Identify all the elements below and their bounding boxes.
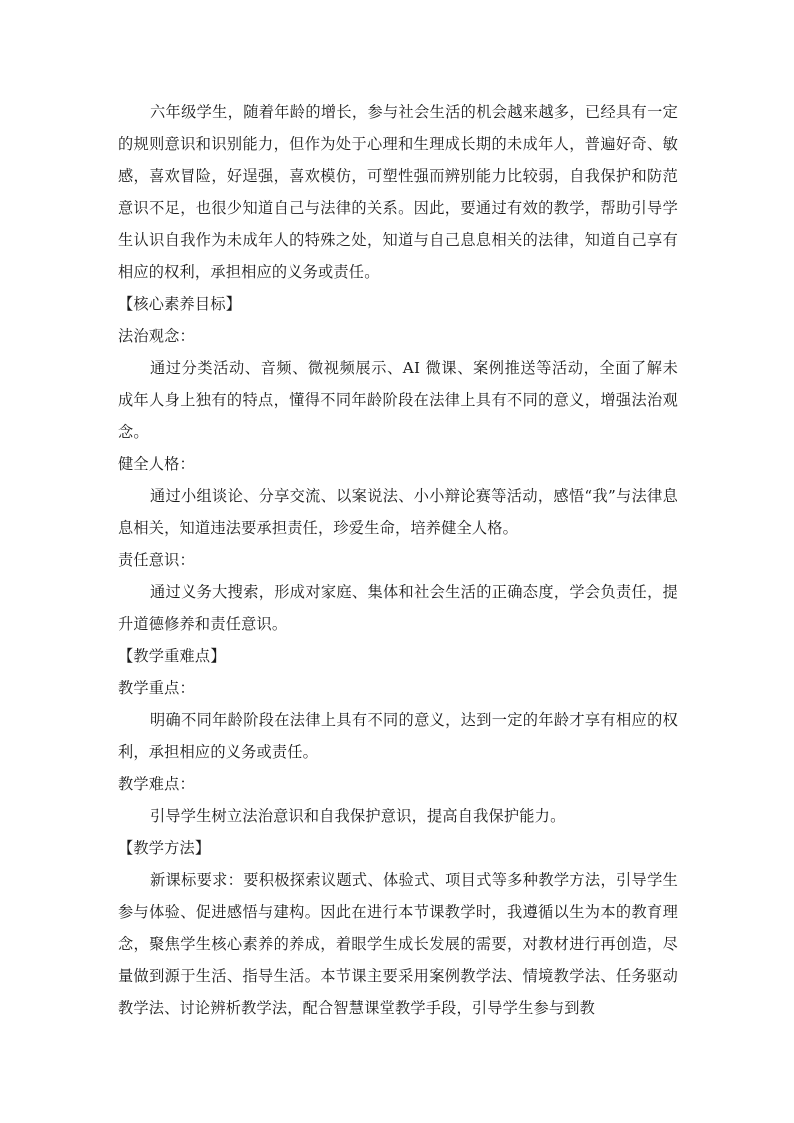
teaching-difficulty-label: 教学难点： <box>118 775 195 793</box>
core-literacy-heading: 【核心素养目标】 <box>118 295 242 313</box>
responsibility-paragraph: 通过义务大搜索，形成对家庭、集体和社会生活的正确态度，学会负责任，提升道德修养和责任意识。 <box>118 583 678 633</box>
teaching-methods-heading: 【教学方法】 <box>118 839 211 857</box>
responsibility-label: 责任意识： <box>118 551 195 569</box>
key-points-heading: 【教学重难点】 <box>118 647 226 665</box>
sound-personality-paragraph: 通过小组谈论、分享交流、以案说法、小小辩论赛等活动，感悟“我”与法律息息相关，知道违法要承担责任，珍爱生命，培养健全人格。 <box>118 487 678 537</box>
teaching-difficulty-paragraph: 引导学生树立法治意识和自我保护意识，提高自我保护能力。 <box>150 807 566 825</box>
document-body <box>118 96 678 1024</box>
rule-of-law-paragraph: 通过分类活动、音频、微视频展示、AI 微课、案例推送等活动，全面了解未成年人身上独有的特点，懂得不同年龄阶段在法律上具有不同的意义，增强法治观念。 <box>118 359 678 441</box>
rule-of-law-label: 法治观念： <box>118 327 195 345</box>
intro-paragraph: 六年级学生，随着年龄的增长，参与社会生活的机会越来越多，已经具有一定的规则意识和识别能力，但作为处于心理和生理成长期的未成年人，普遍好奇、敏感，喜欢冒险，好逞强，喜欢模仿，可塑性强而辨别能力比较弱，自我保护和防范意识不足，也很少知道自己与法律的关系。因此，要通过有效的教学，帮助引导学生认识自我作为未成年人的特殊之处，知道与自己息息相关的法律，知道自己享有相应的权利，承担相应的义务或责任。 <box>118 103 678 281</box>
teaching-focus-label: 教学重点： <box>118 679 195 697</box>
sound-personality-label: 健全人格： <box>118 455 195 473</box>
teaching-methods-paragraph: 新课标要求：要积极探索议题式、体验式、项目式等多种教学方法，引导学生参与体验、促进感悟与建构。因此在进行本节课教学时，我遵循以生为本的教育理念，聚焦学生核心素养的养成，着眼学生成长发展的需要，对教材进行再创造，尽量做到源于生活、指导生活。本节课主要采用案例教学法、情境教学法、任务驱动教学法、讨论辨析教学法，配合智慧课堂教学手段，引导学生参与到教 <box>118 871 678 1017</box>
teaching-focus-paragraph: 明确不同年龄阶段在法律上具有不同的意义，达到一定的年龄才享有相应的权利，承担相应的义务或责任。 <box>118 711 678 761</box>
